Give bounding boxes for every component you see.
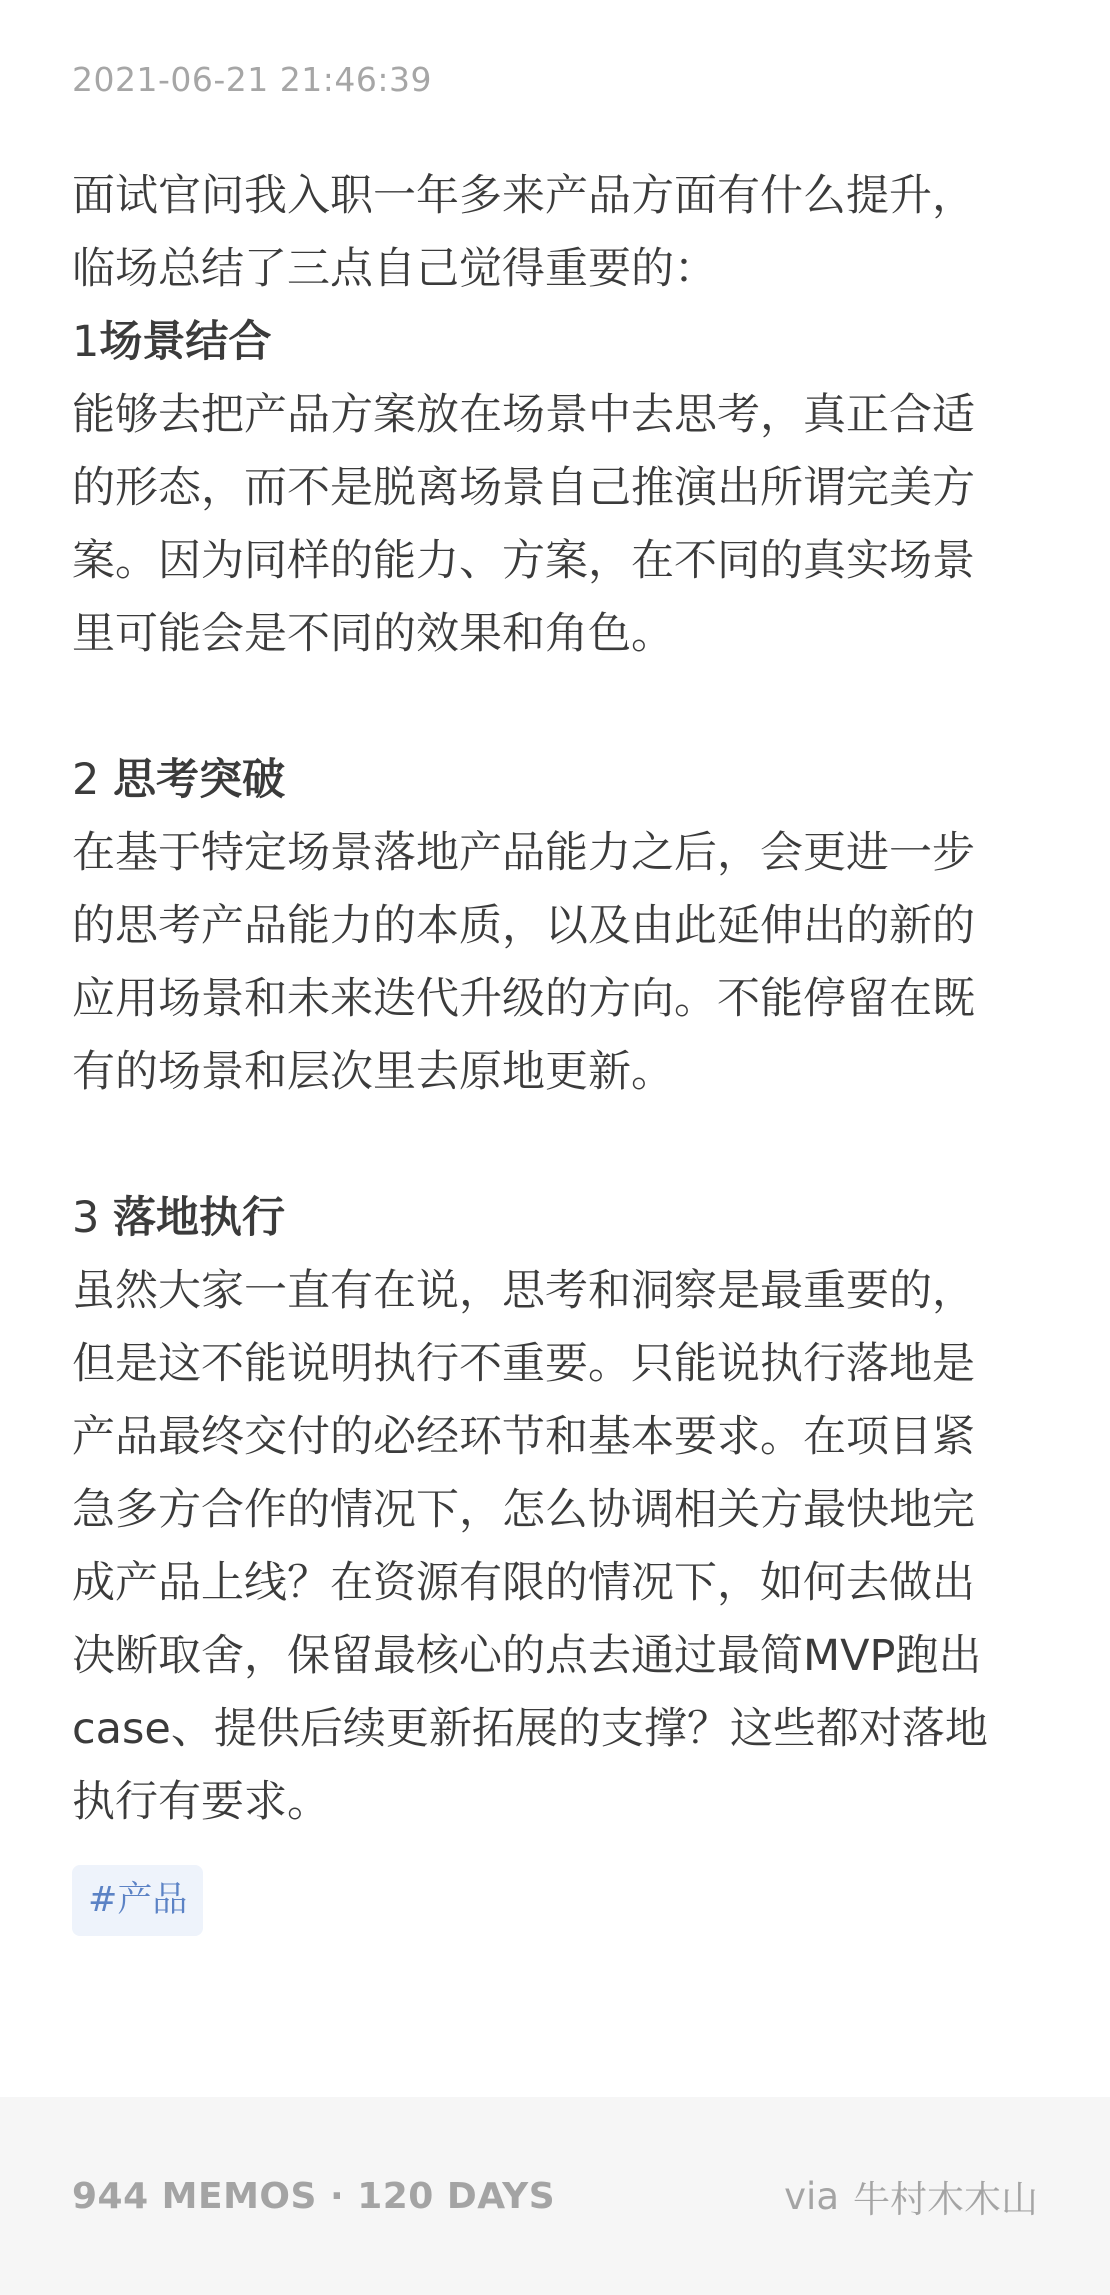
section-title: 落地执行 — [113, 1193, 286, 1243]
section-body-line: 里可能会是不同的效果和角色。 — [72, 609, 674, 659]
section-body-line: 急多方合作的情况下，怎么协调相关方最快地完 — [72, 1485, 975, 1535]
section-body-line: 应用场景和未来迭代升级的方向。不能停留在既 — [72, 974, 975, 1024]
memo-content — [72, 160, 1032, 1936]
section-body-line: 成产品上线？在资源有限的情况下，如何去做出 — [72, 1558, 975, 1608]
section-body-line: 产品最终交付的必经环节和基本要求。在项目紧 — [72, 1412, 975, 1462]
author-name: 牛村木木山 — [853, 2178, 1038, 2221]
paragraph-gap — [72, 671, 1032, 744]
section-number: 3 — [72, 1193, 114, 1243]
section-body-line: 执行有要求。 — [72, 1777, 330, 1827]
section-title: 场景结合 — [99, 317, 272, 367]
via-label: via — [784, 2174, 839, 2218]
memo-timestamp: 2021-06-21 21:46:39 — [72, 60, 432, 99]
section-body-line: 在基于特定场景落地产品能力之后，会更进一步 — [72, 828, 975, 878]
section-title: 思考突破 — [113, 755, 286, 805]
section-heading — [72, 1182, 1032, 1255]
section-heading — [72, 306, 1032, 379]
intro-line: 临场总结了三点自己觉得重要的： — [72, 244, 717, 294]
section-number: 1 — [72, 317, 100, 367]
footer-bar — [0, 2097, 1110, 2295]
section-body-line: case、提供后续更新拓展的支撑？这些都对落地 — [72, 1704, 988, 1754]
section-number: 2 — [72, 755, 114, 805]
section-body-line: 的思考产品能力的本质，以及由此延伸出的新的 — [72, 901, 975, 951]
memo-stats: 944 MEMOS · 120 DAYS — [72, 2175, 556, 2217]
section-body-line: 决断取舍，保留最核心的点去通过最简MVP跑出 — [72, 1631, 982, 1681]
section-body-line: 案。因为同样的能力、方案，在不同的真实场景 — [72, 536, 975, 586]
section-heading — [72, 744, 1032, 817]
section-body-line: 的形态，而不是脱离场景自己推演出所谓完美方 — [72, 463, 975, 513]
section-body-line: 虽然大家一直有在说，思考和洞察是最重要的， — [72, 1266, 975, 1316]
intro-line: 面试官问我入职一年多来产品方面有什么提升， — [72, 171, 975, 221]
section-body-line: 有的场景和层次里去原地更新。 — [72, 1047, 674, 1097]
section-body-line: 但是这不能说明执行不重要。只能说执行落地是 — [72, 1339, 975, 1389]
section-body-line: 能够去把产品方案放在场景中去思考，真正合适 — [72, 390, 975, 440]
footer-attribution — [784, 2097, 1038, 2295]
tag-chip[interactable]: #产品 — [72, 1865, 203, 1936]
paragraph-gap — [72, 1109, 1032, 1182]
